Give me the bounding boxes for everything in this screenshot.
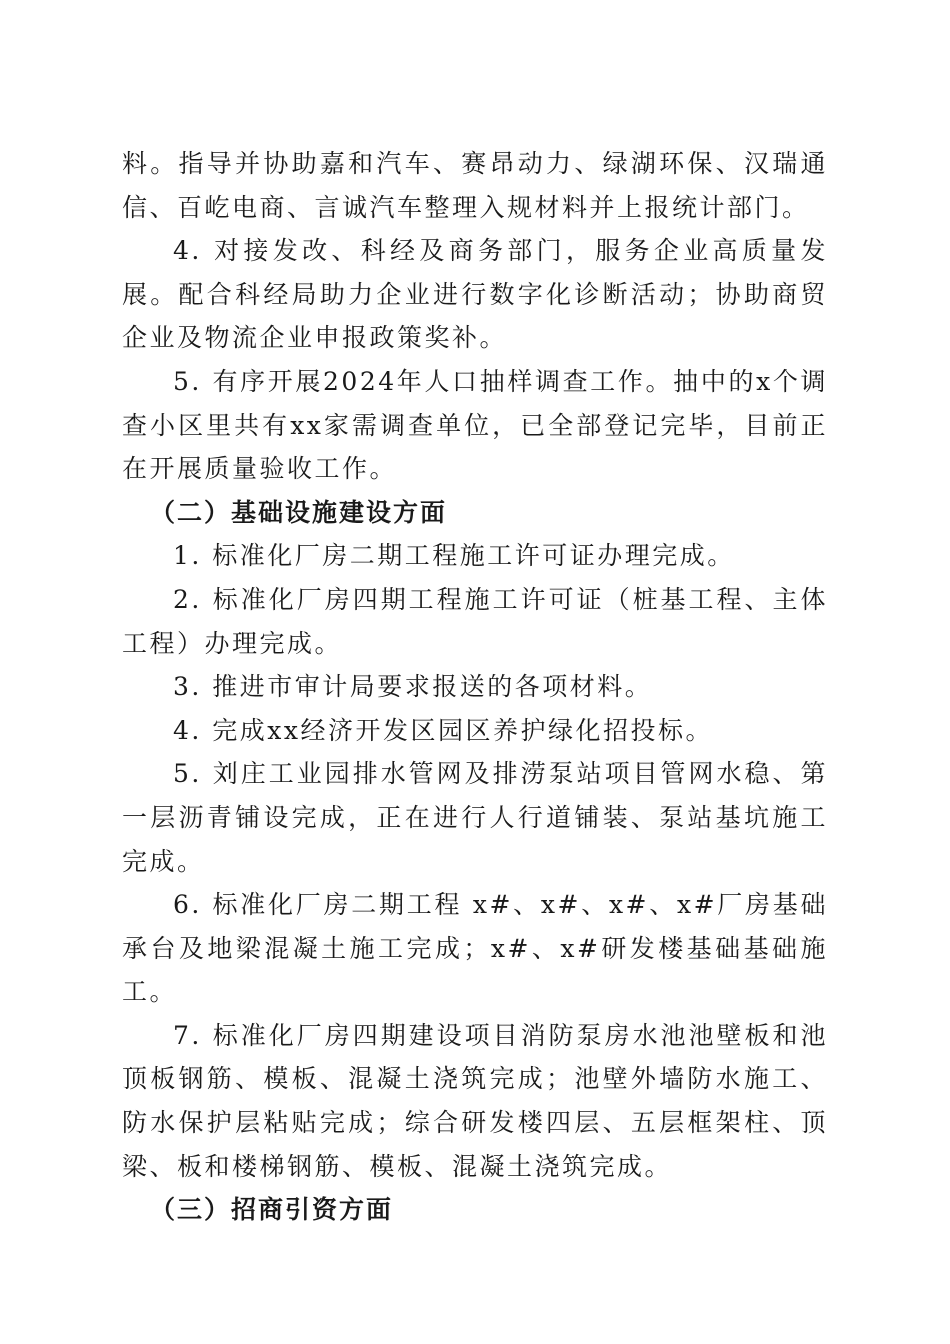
section1-item-4: 4. 对接发改、科经及商务部门，服务企业高质量发展。配合科经局助力企业进行数字化诊断活动；协助商贸企业及物流企业申报政策奖补。 (122, 236, 828, 353)
section2-item-4: 4. 完成xx经济开发区园区养护绿化招投标。 (173, 715, 713, 745)
section2-item-7: 7. 标准化厂房四期建设项目消防泵房水池池壁板和池顶板钢筋、模板、混凝土浇筑完成；池壁外墙防水施工、防水保护层粘贴完成；综合研发楼四层、五层框架柱、顶梁、板和楼梯钢筋、模板、混凝土浇筑完成。 (122, 1020, 828, 1181)
section2-heading: （二）基础设施建设方面 (150, 497, 448, 527)
section2-item-1: 1. 标准化厂房二期工程施工许可证办理完成。 (173, 541, 735, 571)
section2-item-5: 5. 刘庄工业园排水管网及排涝泵站项目管网水稳、第一层沥青铺设完成，正在进行人行道铺装、泵站基坑施工完成。 (122, 759, 828, 876)
section2-item-2: 2. 标准化厂房四期工程施工许可证（桩基工程、主体工程）办理完成。 (122, 584, 828, 658)
section1-item-5: 5. 有序开展2024年人口抽样调查工作。抽中的x个调查小区里共有xx家需调查单位，已全部登记完毕，目前正在开展质量验收工作。 (122, 366, 828, 484)
section3-heading: （三）招商引资方面 (150, 1195, 394, 1225)
section2-item-6: 6. 标准化厂房二期工程 x#、x#、x#、x#厂房基础承台及地梁混凝土施工完成；x#、x#研发楼基础基础施工。 (122, 890, 828, 1007)
document-body (122, 142, 828, 1232)
intro-continuation-paragraph: 料。指导并协助嘉和汽车、赛昂动力、绿湖环保、汉瑞通信、百屹电商、言诚汽车整理入规材料并上报统计部门。 (122, 149, 828, 222)
section2-item-3: 3. 推进市审计局要求报送的各项材料。 (173, 672, 653, 702)
